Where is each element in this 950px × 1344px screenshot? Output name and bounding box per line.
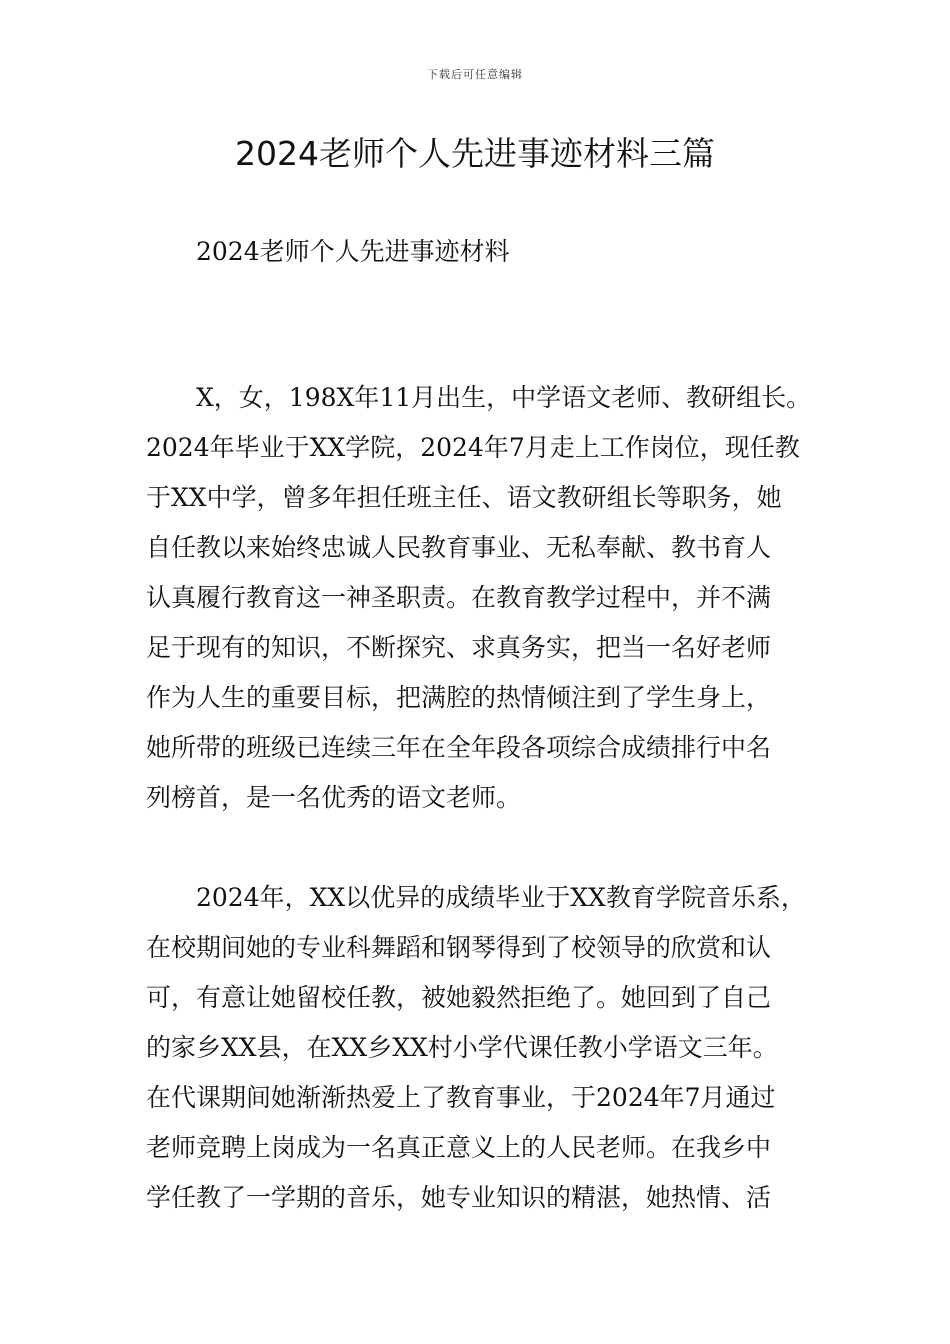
paragraph-line: 学任教了一学期的音乐，她专业知识的精湛，她热情、活 <box>146 1183 772 1212</box>
paragraph-line: 可，有意让她留校任教，被她毅然拒绝了。她回到了自己 <box>146 983 772 1012</box>
paragraph-line: 列榜首，是一名优秀的语文老师。 <box>146 783 522 812</box>
header-note: 下载后可任意编辑 <box>427 68 523 81</box>
document-title: 2024老师个人先进事迹材料三篇 <box>235 134 715 173</box>
paragraph-line: 2024年毕业于XX学院，2024年7月走上工作岗位，现任教 <box>146 433 800 462</box>
paragraph-line: X，女，198X年11月出生，中学语文老师、教研组长。 <box>146 383 812 412</box>
paragraph-line: 于XX中学，曾多年担任班主任、语文教研组长等职务，她 <box>146 483 782 512</box>
paragraph-line: 的家乡XX县，在XX乡XX村小学代课任教小学语文三年。 <box>146 1033 778 1062</box>
document-subtitle: 2024老师个人先进事迹材料 <box>196 237 510 266</box>
paragraph-line: 作为人生的重要目标，把满腔的热情倾注到了学生身上， <box>146 683 772 712</box>
paragraph-line: 老师竞聘上岗成为一名真正意义上的人民老师。在我乡中 <box>146 1133 772 1162</box>
paragraph-line: 自任教以来始终忠诚人民教育事业、无私奉献、教书育人 <box>146 533 772 562</box>
paragraph-2 <box>146 873 814 1223</box>
paragraph-line: 2024年，XX以优异的成绩毕业于XX教育学院音乐系， <box>146 883 806 912</box>
paragraph-1 <box>146 373 814 823</box>
paragraph-line: 在代课期间她渐渐热爱上了教育事业，于2024年7月通过 <box>146 1083 776 1112</box>
paragraph-line: 足于现有的知识，不断探究、求真务实，把当一名好老师 <box>146 633 772 662</box>
paragraph-line: 认真履行教育这一神圣职责。在教育教学过程中，并不满 <box>146 583 772 612</box>
paragraph-line: 在校期间她的专业科舞蹈和钢琴得到了校领导的欣赏和认 <box>146 933 772 962</box>
paragraph-line: 她所带的班级已连续三年在全年段各项综合成绩排行中名 <box>146 733 772 762</box>
